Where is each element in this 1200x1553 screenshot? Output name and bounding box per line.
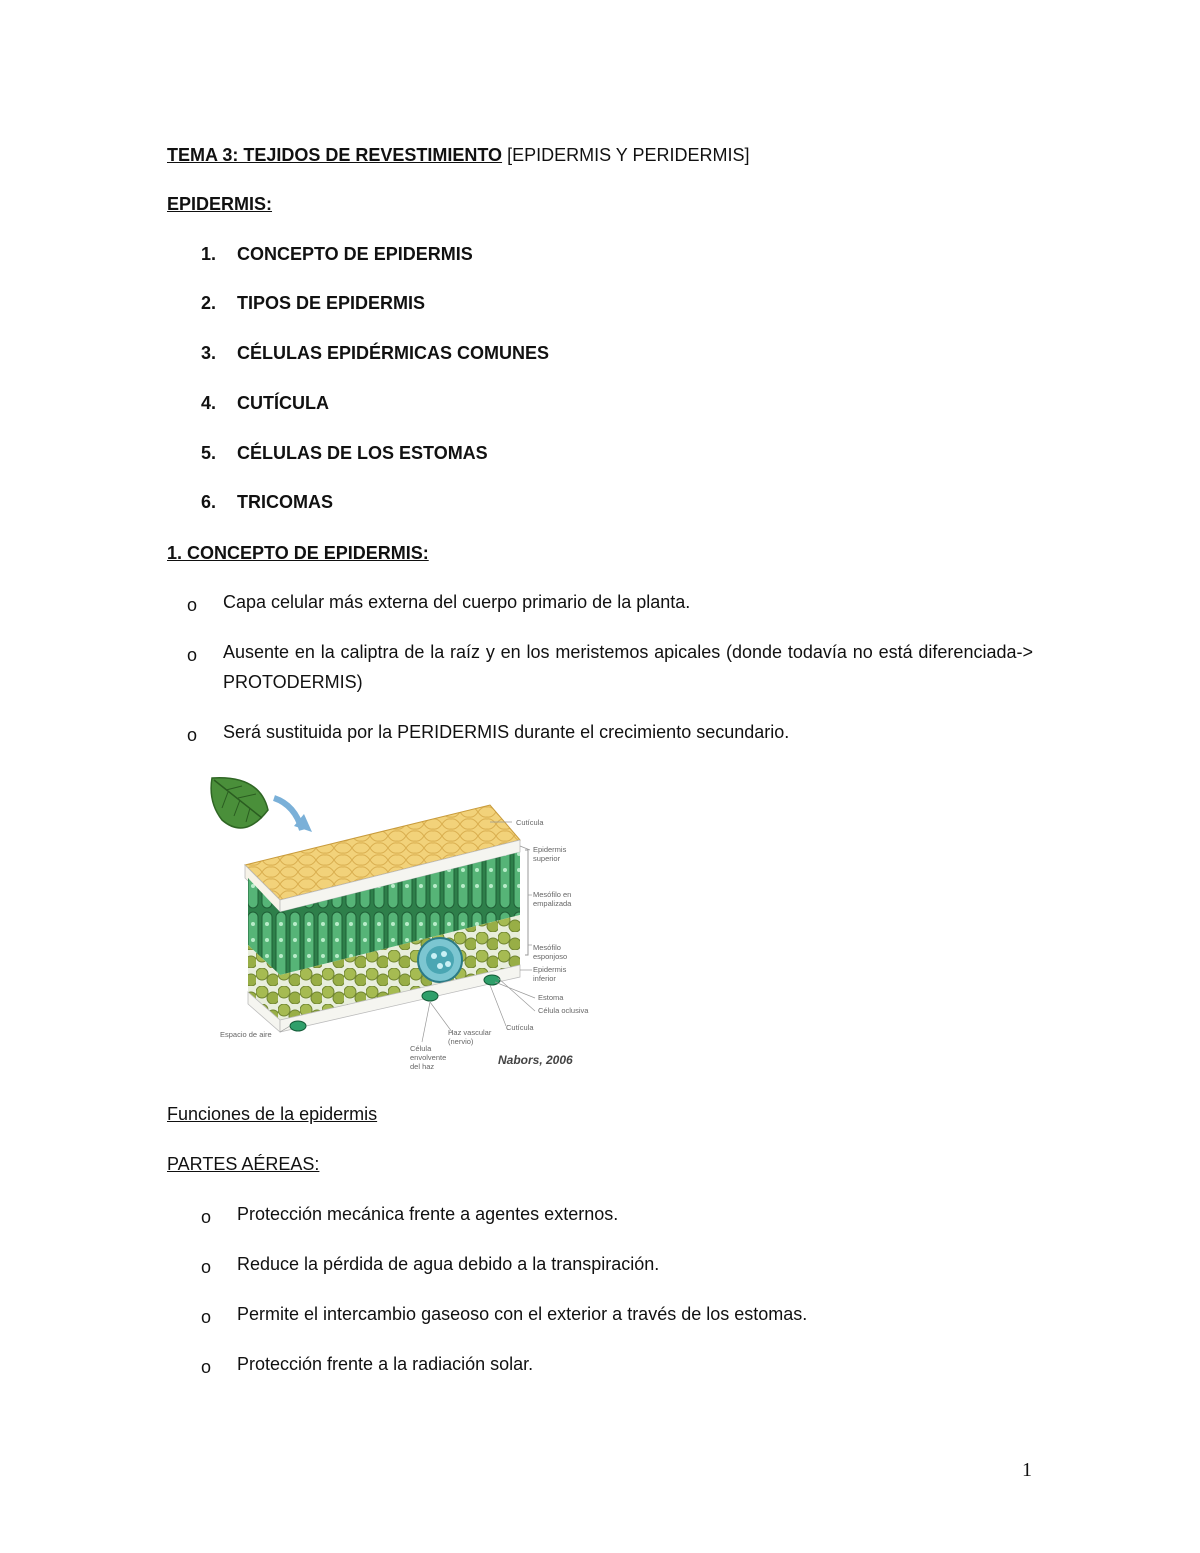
outline-number: 6.	[201, 492, 217, 512]
title-rest: [EPIDERMIS Y PERIDERMIS]	[507, 145, 750, 165]
leaf-diagram	[190, 770, 590, 1075]
functions-heading: Funciones de la epidermis	[167, 1104, 378, 1124]
label-mesofilo-empalizada: Mesófilo en	[533, 890, 572, 899]
page-number: 1	[1022, 1459, 1032, 1481]
label-celula-oclusiva: Célula oclusiva	[538, 1006, 589, 1015]
title-bold: TEMA 3: TEJIDOS DE REVESTIMIENTO	[167, 145, 503, 165]
bullet-marker: o	[201, 1207, 212, 1227]
outline-item: CÉLULAS EPIDÉRMICAS COMUNES	[237, 343, 550, 363]
function-bullet: Permite el intercambio gaseoso con el exterior a través de los estomas.	[237, 1304, 808, 1324]
outline-number: 3.	[201, 343, 217, 363]
label-cuticula-top: Cutícula	[516, 818, 544, 827]
label-epidermis-inferior-2: inferior	[533, 974, 556, 983]
label-mesofilo-esponjoso: Mesófilo	[533, 943, 561, 952]
leaf-cross-section-figure	[190, 770, 590, 1075]
leaf-icon	[211, 778, 268, 828]
label-estoma: Estoma	[538, 993, 564, 1002]
outline-number: 4.	[201, 393, 217, 413]
document-title	[167, 144, 749, 166]
bullet-marker: o	[187, 595, 198, 615]
label-epidermis-superior-2: superior	[533, 854, 561, 863]
bullet-marker: o	[187, 645, 198, 665]
label-cuticula-bottom: Cutícula	[506, 1023, 534, 1032]
outline-item: TRICOMAS	[237, 492, 333, 512]
bullet-marker: o	[187, 725, 198, 745]
label-celula-envolvente-2: envolvente	[410, 1053, 447, 1062]
function-bullet: Protección mecánica frente a agentes externos.	[237, 1204, 619, 1224]
outline-item: TIPOS DE EPIDERMIS	[237, 293, 426, 313]
concept-bullet: Será sustituida por la PERIDERMIS durante el crecimiento secundario.	[223, 722, 790, 742]
label-celula-envolvente: Célula	[410, 1044, 432, 1053]
concept-heading: 1. CONCEPTO DE EPIDERMIS:	[167, 543, 429, 563]
outline-item: CÉLULAS DE LOS ESTOMAS	[237, 443, 488, 463]
bullet-marker: o	[201, 1257, 212, 1277]
outline-number: 5.	[201, 443, 217, 463]
outline-number: 2.	[201, 293, 217, 313]
bullet-marker: o	[201, 1307, 212, 1327]
bullet-marker: o	[201, 1357, 212, 1377]
outline-item: CUTÍCULA	[237, 393, 329, 413]
label-haz-vascular-2: (nervio)	[448, 1037, 474, 1046]
section-heading-epidermis: EPIDERMIS:	[167, 194, 273, 214]
label-epidermis-superior: Epidermis	[533, 845, 567, 854]
figure-credit: Nabors, 2006	[498, 1053, 573, 1067]
function-bullet: Protección frente a la radiación solar.	[237, 1354, 534, 1374]
label-epidermis-inferior: Epidermis	[533, 965, 567, 974]
outline-number: 1.	[201, 244, 217, 264]
label-mesofilo-esponjoso-2: esponjoso	[533, 952, 568, 961]
concept-bullet: Capa celular más externa del cuerpo primario de la planta.	[223, 592, 691, 612]
aerial-parts-heading: PARTES AÉREAS:	[167, 1154, 320, 1174]
label-haz-vascular: Haz vascular	[448, 1028, 492, 1037]
label-celula-envolvente-3: del haz	[410, 1062, 435, 1071]
label-espacio-aire: Espacio de aire	[220, 1030, 272, 1039]
concept-bullet: Ausente en la caliptra de la raíz y en los meristemos apicales (donde todavía no está diferenciada-> PROTODERMIS)	[223, 642, 1033, 692]
function-bullet: Reduce la pérdida de agua debido a la transpiración.	[237, 1254, 660, 1274]
outline-item: CONCEPTO DE EPIDERMIS	[237, 244, 473, 264]
label-mesofilo-empalizada-2: empalizada	[533, 899, 572, 908]
